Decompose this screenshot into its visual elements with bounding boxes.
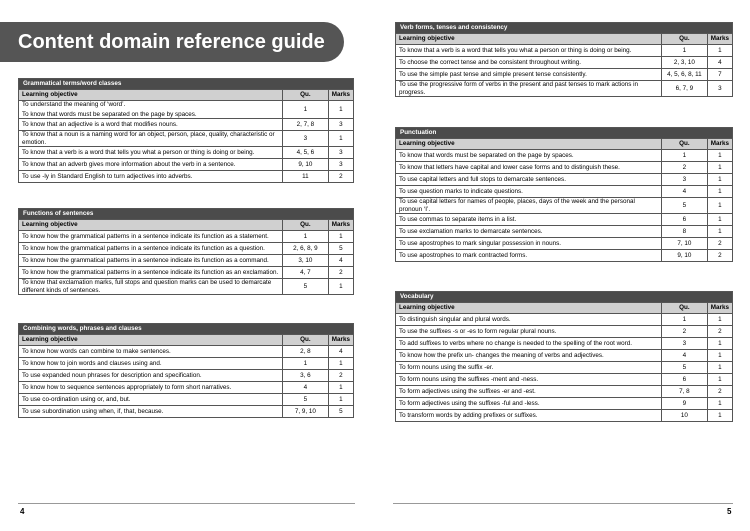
question-numbers-cell: 1 xyxy=(283,231,329,243)
learning-objective-text: To know how to join words and clauses using and. xyxy=(22,359,162,367)
learning-objective-text: To use the simple past tense and simple present tense consistently. xyxy=(399,70,587,78)
column-header-qu: Qu. xyxy=(283,220,329,231)
learning-objective-cell xyxy=(396,81,662,97)
learning-objective-text: To know that a verb is a word that tells you what a person or thing is doing or being. xyxy=(399,46,632,54)
right-page xyxy=(375,0,750,531)
question-numbers-cell: 10 xyxy=(662,410,708,422)
learning-objective-cell xyxy=(396,410,662,422)
learning-objective-cell xyxy=(19,231,283,243)
marks-cell: 1 xyxy=(707,150,732,162)
table-grammatical-terms-word-classes xyxy=(18,78,354,183)
marks-cell: 1 xyxy=(707,410,732,422)
column-header-marks: Marks xyxy=(328,335,353,346)
learning-objective-cell xyxy=(396,214,662,226)
learning-objective-cell xyxy=(396,174,662,186)
question-numbers-cell: 4 xyxy=(283,382,329,394)
learning-objective-text: To use -ly in Standard English to turn adjectives into adverbs. xyxy=(22,172,193,180)
marks-cell: 7 xyxy=(707,69,732,81)
learning-objective-cell xyxy=(19,370,283,382)
question-numbers-cell: 3 xyxy=(662,338,708,350)
column-header-qu: Qu. xyxy=(662,34,708,45)
question-numbers-cell: 3, 10 xyxy=(283,255,329,267)
learning-objective-text: To understand the meaning of ‘word’. xyxy=(22,101,126,108)
table-row xyxy=(19,358,354,370)
table-row xyxy=(396,186,733,198)
column-header-objective: Learning objective xyxy=(396,34,662,45)
table-row xyxy=(19,231,354,243)
learning-objective-text: To add suffixes to verbs where no change is needed to the spelling of the root word. xyxy=(399,339,633,347)
table-vocabulary xyxy=(395,291,733,422)
table-row xyxy=(396,374,733,386)
learning-objective-cell xyxy=(19,255,283,267)
learning-objective-text: To use the progressive form of verbs in the present and past tenses to mark actions in progress. xyxy=(399,81,639,96)
table-row xyxy=(19,382,354,394)
table-row xyxy=(396,410,733,422)
table-row xyxy=(19,255,354,267)
learning-objective-cell xyxy=(396,150,662,162)
learning-objective-cell xyxy=(396,350,662,362)
learning-objective-cell xyxy=(396,198,662,214)
column-header-objective: Learning objective xyxy=(19,220,283,231)
column-header-qu: Qu. xyxy=(662,139,708,150)
table-combining-words-phrases-and-clauses xyxy=(18,323,354,418)
table-title: Punctuation xyxy=(396,128,733,139)
learning-objective-text: To use commas to separate items in a list. xyxy=(399,215,517,223)
table-row xyxy=(396,250,733,262)
learning-objective-text: To know how to sequence sentences appropriately to form short narratives. xyxy=(22,383,232,391)
marks-cell: 1 xyxy=(328,231,353,243)
marks-cell: 1 xyxy=(707,162,732,174)
learning-objective-text: To know that an adverb gives more information about the verb in a sentence. xyxy=(22,160,236,168)
marks-cell: 1 xyxy=(328,131,353,147)
marks-cell: 1 xyxy=(707,174,732,186)
page-banner: Content domain reference guide xyxy=(0,22,344,62)
learning-objective-text: To use co-ordination using or, and, but. xyxy=(22,395,131,403)
question-numbers-cell: 3 xyxy=(283,131,329,147)
learning-objective-cell xyxy=(19,147,283,159)
learning-objective-text: To know that exclamation marks, full stops and question marks can be used to demarcate different kinds of sentences. xyxy=(22,279,272,294)
table-row xyxy=(396,162,733,174)
learning-objective-cell xyxy=(396,57,662,69)
column-header-marks: Marks xyxy=(328,90,353,101)
marks-cell: 4 xyxy=(328,255,353,267)
learning-objective-text: To use apostrophes to mark singular possession in nouns. xyxy=(399,239,562,247)
column-header-marks: Marks xyxy=(707,303,732,314)
question-numbers-cell: 2, 8 xyxy=(283,346,329,358)
learning-objective-cell xyxy=(19,119,283,131)
question-numbers-cell: 7, 10 xyxy=(662,238,708,250)
learning-objective-cell xyxy=(396,238,662,250)
question-numbers-cell: 4, 5, 6, 8, 11 xyxy=(662,69,708,81)
table-row xyxy=(396,238,733,250)
marks-cell: 1 xyxy=(707,350,732,362)
question-numbers-cell: 9 xyxy=(662,398,708,410)
question-numbers-cell: 5 xyxy=(662,198,708,214)
question-numbers-cell: 2 xyxy=(662,326,708,338)
learning-objective-text: To know that words must be separated on the page by spaces. xyxy=(399,151,574,159)
table-row xyxy=(396,314,733,326)
table-row xyxy=(396,398,733,410)
page-number: 4 xyxy=(20,507,25,516)
marks-cell: 2 xyxy=(707,326,732,338)
marks-cell: 1 xyxy=(328,394,353,406)
table-row xyxy=(396,362,733,374)
table-row xyxy=(396,350,733,362)
table-row xyxy=(19,159,354,171)
marks-cell: 2 xyxy=(328,267,353,279)
learning-objective-text: To form adjectives using the suffixes -ful and -less. xyxy=(399,399,540,407)
learning-objective-cell xyxy=(19,279,283,295)
learning-objective-cell xyxy=(396,326,662,338)
table-title: Verb forms, tenses and consistency xyxy=(396,23,733,34)
learning-objective-text: To form nouns using the suffix -er. xyxy=(399,363,494,371)
learning-objective-text: To know how the grammatical patterns in a sentence indicate its function as an exclamation. xyxy=(22,268,279,276)
question-numbers-cell: 9, 10 xyxy=(283,159,329,171)
marks-cell: 3 xyxy=(328,119,353,131)
learning-objective-cell xyxy=(396,250,662,262)
learning-objective-text: To use capital letters for names of people, places, days of the week and the personal pronoun ‘I’. xyxy=(399,198,635,213)
learning-objective-cell xyxy=(19,171,283,183)
marks-cell: 1 xyxy=(707,362,732,374)
table-row xyxy=(396,57,733,69)
marks-cell: 1 xyxy=(328,101,353,119)
table-row xyxy=(19,101,354,119)
marks-cell: 1 xyxy=(707,374,732,386)
marks-cell: 1 xyxy=(328,279,353,295)
table-row xyxy=(396,326,733,338)
learning-objective-text: To know that words must be separated on the page by spaces. xyxy=(22,110,197,118)
question-numbers-cell: 4 xyxy=(662,350,708,362)
column-header-objective: Learning objective xyxy=(396,303,662,314)
table-row xyxy=(19,394,354,406)
table-row xyxy=(19,243,354,255)
marks-cell: 2 xyxy=(707,250,732,262)
learning-objective-text: To use expanded noun phrases for description and specification. xyxy=(22,371,202,379)
footer-rule xyxy=(393,503,733,504)
learning-objective-text: To know how the prefix un- changes the meaning of verbs and adjectives. xyxy=(399,351,604,359)
table-row xyxy=(396,174,733,186)
question-numbers-cell: 11 xyxy=(283,171,329,183)
table-row xyxy=(19,346,354,358)
table-row xyxy=(396,69,733,81)
learning-objective-cell xyxy=(396,162,662,174)
question-numbers-cell: 6, 7, 9 xyxy=(662,81,708,97)
question-numbers-cell: 2, 7, 8 xyxy=(283,119,329,131)
learning-objective-cell xyxy=(19,382,283,394)
question-numbers-cell: 2 xyxy=(662,162,708,174)
question-numbers-cell: 6 xyxy=(662,374,708,386)
column-header-qu: Qu. xyxy=(662,303,708,314)
table-row xyxy=(19,267,354,279)
learning-objective-cell xyxy=(396,374,662,386)
learning-objective-text: To know how words can combine to make sentences. xyxy=(22,347,171,355)
table-row xyxy=(19,370,354,382)
marks-cell: 1 xyxy=(707,398,732,410)
marks-cell: 3 xyxy=(328,147,353,159)
marks-cell: 1 xyxy=(707,314,732,326)
learning-objective-text: To choose the correct tense and be consistent throughout writing. xyxy=(399,58,582,66)
learning-objective-cell xyxy=(396,386,662,398)
learning-objective-text: To know that an adjective is a word that modifies nouns. xyxy=(22,120,178,128)
question-numbers-cell: 2, 6, 8, 9 xyxy=(283,243,329,255)
marks-cell: 3 xyxy=(328,159,353,171)
question-numbers-cell: 5 xyxy=(283,279,329,295)
column-header-marks: Marks xyxy=(328,220,353,231)
table-row xyxy=(396,214,733,226)
column-header-objective: Learning objective xyxy=(19,90,283,101)
learning-objective-cell xyxy=(396,362,662,374)
question-numbers-cell: 1 xyxy=(662,45,708,57)
learning-objective-text: To use the suffixes -s or -es to form regular plural nouns. xyxy=(399,327,557,335)
question-numbers-cell: 5 xyxy=(283,394,329,406)
question-numbers-cell: 6 xyxy=(662,214,708,226)
table-row xyxy=(396,45,733,57)
marks-cell: 1 xyxy=(707,214,732,226)
question-numbers-cell: 4, 7 xyxy=(283,267,329,279)
question-numbers-cell: 1 xyxy=(283,101,329,119)
learning-objective-cell xyxy=(19,159,283,171)
question-numbers-cell: 3, 6 xyxy=(283,370,329,382)
column-header-objective: Learning objective xyxy=(19,335,283,346)
learning-objective-cell xyxy=(396,226,662,238)
marks-cell: 2 xyxy=(328,171,353,183)
question-numbers-cell: 1 xyxy=(283,358,329,370)
footer-rule xyxy=(18,503,355,504)
marks-cell: 1 xyxy=(707,226,732,238)
table-row xyxy=(19,147,354,159)
learning-objective-text: To know that a noun is a naming word for an object, person, place, quality, characteristic or emotion. xyxy=(22,131,275,146)
learning-objective-cell xyxy=(19,358,283,370)
marks-cell: 2 xyxy=(328,370,353,382)
learning-objective-cell xyxy=(396,186,662,198)
marks-cell: 1 xyxy=(707,198,732,214)
learning-objective-cell xyxy=(19,243,283,255)
question-numbers-cell: 8 xyxy=(662,226,708,238)
marks-cell: 1 xyxy=(707,338,732,350)
table-title: Grammatical terms/word classes xyxy=(19,79,354,90)
learning-objective-text: To form nouns using the suffixes -ment and -ness. xyxy=(399,375,539,383)
marks-cell: 1 xyxy=(707,45,732,57)
learning-objective-text: To form adjectives using the suffixes -er and -est. xyxy=(399,387,536,395)
learning-objective-text: To know how the grammatical patterns in a sentence indicate its function as a statement. xyxy=(22,232,269,240)
question-numbers-cell: 4 xyxy=(662,186,708,198)
question-numbers-cell: 7, 9, 10 xyxy=(283,406,329,418)
column-header-marks: Marks xyxy=(707,34,732,45)
page-number: 5 xyxy=(727,507,732,516)
table-title: Combining words, phrases and clauses xyxy=(19,324,354,335)
table-title: Vocabulary xyxy=(396,292,733,303)
question-numbers-cell: 9, 10 xyxy=(662,250,708,262)
table-row xyxy=(396,198,733,214)
learning-objective-cell xyxy=(396,69,662,81)
learning-objective-text: To use apostrophes to mark contracted forms. xyxy=(399,251,528,259)
marks-cell: 2 xyxy=(707,238,732,250)
column-header-marks: Marks xyxy=(707,139,732,150)
learning-objective-cell xyxy=(396,45,662,57)
learning-objective-cell xyxy=(396,314,662,326)
question-numbers-cell: 2, 3, 10 xyxy=(662,57,708,69)
table-row xyxy=(19,279,354,295)
table-row xyxy=(19,119,354,131)
marks-cell: 2 xyxy=(707,386,732,398)
table-punctuation xyxy=(395,127,733,262)
marks-cell: 1 xyxy=(328,382,353,394)
marks-cell: 1 xyxy=(707,186,732,198)
column-header-qu: Qu. xyxy=(283,335,329,346)
learning-objective-text: To use subordination using when, if, that, because. xyxy=(22,407,164,415)
question-numbers-cell: 1 xyxy=(662,150,708,162)
question-numbers-cell: 7, 8 xyxy=(662,386,708,398)
column-header-objective: Learning objective xyxy=(396,139,662,150)
question-numbers-cell: 4, 5, 6 xyxy=(283,147,329,159)
learning-objective-text: To use capital letters and full stops to demarcate sentences. xyxy=(399,175,566,183)
table-row xyxy=(396,150,733,162)
marks-cell: 5 xyxy=(328,406,353,418)
learning-objective-cell xyxy=(19,394,283,406)
marks-cell: 4 xyxy=(328,346,353,358)
question-numbers-cell: 3 xyxy=(662,174,708,186)
learning-objective-text: To know how the grammatical patterns in a sentence indicate its function as a command. xyxy=(22,256,269,264)
learning-objective-text: To distinguish singular and plural words. xyxy=(399,315,511,323)
learning-objective-cell xyxy=(19,101,283,119)
marks-cell: 1 xyxy=(328,358,353,370)
learning-objective-text: To use question marks to indicate questions. xyxy=(399,187,523,195)
table-verb-forms-tenses-and-consistency xyxy=(395,22,733,97)
table-row xyxy=(19,131,354,147)
table-row xyxy=(396,226,733,238)
table-row xyxy=(396,81,733,97)
table-row xyxy=(19,406,354,418)
question-numbers-cell: 5 xyxy=(662,362,708,374)
learning-objective-cell xyxy=(19,406,283,418)
table-functions-of-sentences xyxy=(18,208,354,295)
table-row xyxy=(396,338,733,350)
learning-objective-text: To know how the grammatical patterns in a sentence indicate its function as a question. xyxy=(22,244,265,252)
marks-cell: 4 xyxy=(707,57,732,69)
column-header-qu: Qu. xyxy=(283,90,329,101)
learning-objective-text: To use exclamation marks to demarcate sentences. xyxy=(399,227,543,235)
learning-objective-text: To transform words by adding prefixes or suffixes. xyxy=(399,411,538,419)
table-row xyxy=(396,386,733,398)
table-row xyxy=(19,171,354,183)
marks-cell: 3 xyxy=(707,81,732,97)
learning-objective-text: To know that a verb is a word that tells you what a person or thing is doing or being. xyxy=(22,148,255,156)
learning-objective-cell xyxy=(396,338,662,350)
learning-objective-cell xyxy=(396,398,662,410)
learning-objective-cell xyxy=(19,131,283,147)
table-title: Functions of sentences xyxy=(19,209,354,220)
learning-objective-cell xyxy=(19,346,283,358)
question-numbers-cell: 1 xyxy=(662,314,708,326)
learning-objective-text: To know that letters have capital and lower case forms and to distinguish these. xyxy=(399,163,620,171)
marks-cell: 5 xyxy=(328,243,353,255)
learning-objective-cell xyxy=(19,267,283,279)
